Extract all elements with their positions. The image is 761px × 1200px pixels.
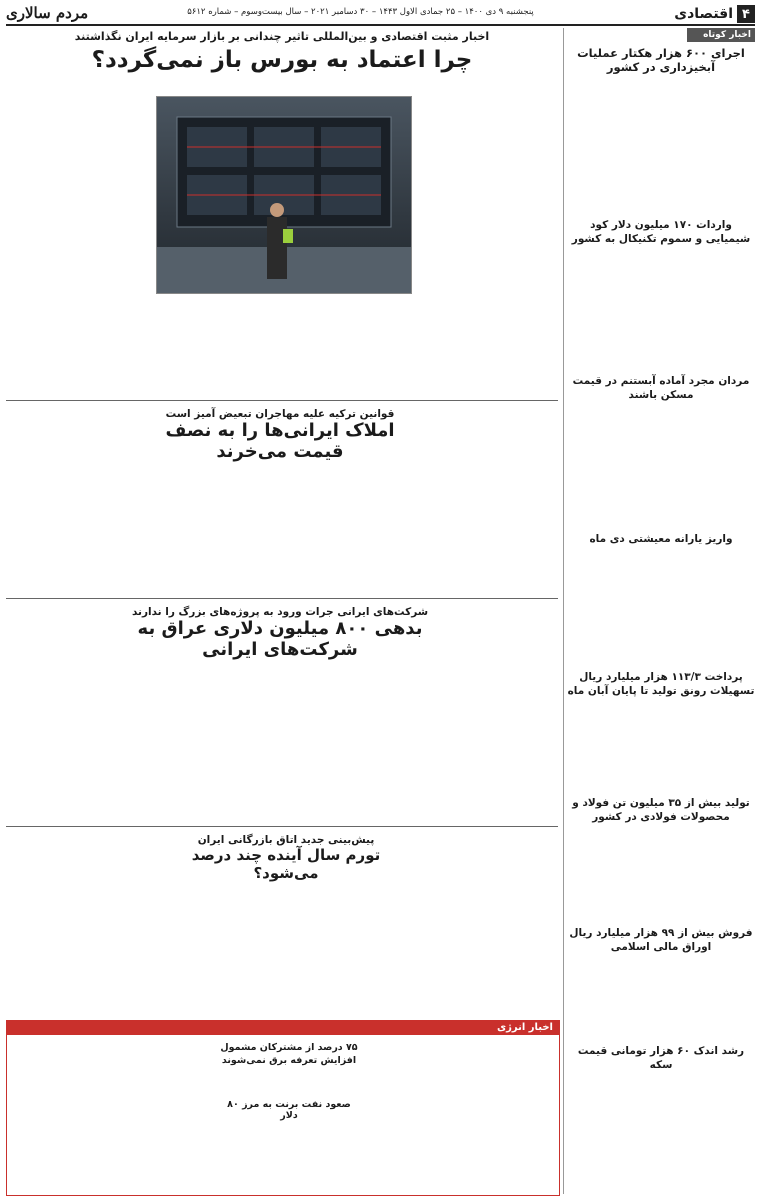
section-number: ۴ bbox=[737, 5, 755, 23]
turkey-headline: املاک ایرانی‌ها را به نصف قیمت می‌خرند bbox=[165, 420, 395, 462]
section-divider bbox=[6, 826, 558, 827]
energy-news-item-1: ۷۵ درصد از مشترکان مشمول افزایش تعرفه برق نمی‌شوند bbox=[220, 1042, 358, 1066]
short-news-title-2: واردات ۱۷۰ میلیون دلار کود شیمیایی و سموم تکنیکال به کشور bbox=[571, 219, 751, 245]
energy-news-box bbox=[6, 1020, 560, 1196]
newspaper-logo: مردم سالاری bbox=[6, 4, 89, 22]
main-article bbox=[6, 28, 558, 79]
text-block bbox=[567, 956, 755, 1040]
text-block bbox=[567, 76, 755, 214]
iraq-article bbox=[100, 606, 460, 660]
article-headline: چرا اعتماد به بورس باز نمی‌گردد؟ bbox=[91, 47, 473, 73]
section-name: اقتصادی bbox=[674, 6, 733, 22]
text-block bbox=[567, 548, 755, 666]
short-news-title-4: واریز یارانه معیشتی دی ماه bbox=[589, 533, 733, 545]
energy-news-bar: اخبار انرژی bbox=[7, 1021, 559, 1035]
short-news-column bbox=[567, 28, 755, 1134]
page-header bbox=[6, 4, 755, 26]
short-news-title-3: مردان مجرد آماده آبستنم در قیمت مسکن باشند bbox=[572, 375, 750, 401]
section-divider bbox=[6, 400, 558, 401]
turkey-subheading: قوانین ترکیه علیه مهاجران تبعیض آمیز است bbox=[165, 408, 395, 420]
section-label bbox=[674, 4, 755, 24]
short-news-title-8: رشد اندک ۶۰ هزار تومانی قیمت سکه bbox=[577, 1045, 745, 1071]
column-divider bbox=[563, 28, 564, 1194]
text-block bbox=[567, 826, 755, 922]
article-kicker: اخبار مثبت اقتصادی و بین‌المللی تاثیر چندانی بر بازار سرمایه ایران نگذاشتند bbox=[74, 30, 490, 43]
inflation-headline: تورم سال آینده چند درصد می‌شود؟ bbox=[191, 846, 381, 882]
short-news-title-7: فروش بیش از ۹۹ هزار میلیارد ریال اوراق مالی اسلامی bbox=[569, 927, 753, 953]
section-divider bbox=[6, 598, 558, 599]
turkey-article bbox=[150, 408, 410, 462]
iraq-headline: بدهی ۸۰۰ میلیون دلاری عراق به شرکت‌های ایرانی bbox=[137, 618, 423, 660]
text-block bbox=[567, 248, 755, 370]
energy-news-item-2: صعود نفت برنت به مرز ۸۰ دلار bbox=[227, 1099, 351, 1121]
inflation-article bbox=[176, 834, 396, 882]
stock-exchange-photo bbox=[156, 96, 412, 294]
text-block bbox=[567, 1074, 755, 1134]
short-news-label: اخبار کوتاه bbox=[687, 28, 755, 42]
short-news-title-6: تولید بیش از ۳۵ میلیون تن فولاد و محصولات فولادی در کشور bbox=[572, 797, 750, 823]
date-line: پنجشنبه ۹ دی ۱۴۰۰ – ۲۵ جمادی الاول ۱۴۴۳ – ۳۰ دسامبر ۲۰۲۱ – سال بیست‌وسوم – شماره ۵۶۱۲ bbox=[187, 7, 534, 17]
text-block bbox=[567, 404, 755, 528]
short-news-title-5: پرداخت ۱۱۳/۳ هزار میلیارد ریال تسهیلات رونق تولید تا پایان آبان ماه bbox=[567, 671, 755, 697]
short-news-title-1: اجرای ۶۰۰ هزار هکتار عملیات آبخیزداری در کشور bbox=[577, 46, 745, 74]
text-block bbox=[567, 700, 755, 792]
iraq-subheading: شرکت‌های ایرانی جرات ورود به پروژه‌های بزرگ را ندارند bbox=[131, 606, 429, 618]
inflation-subheading: پیش‌بینی جدید اتاق بازرگانی ایران bbox=[197, 834, 375, 846]
